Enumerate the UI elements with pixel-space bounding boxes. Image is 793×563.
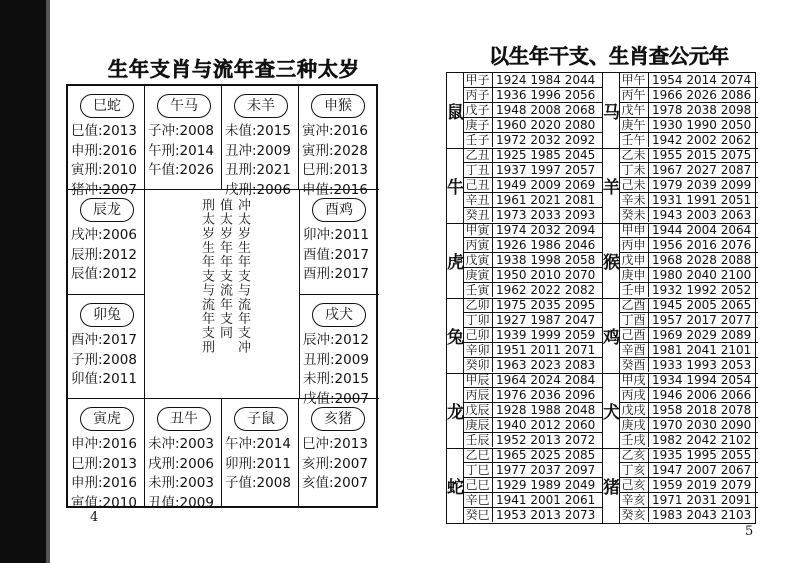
table-row (619, 133, 758, 148)
years-cell: 1953 2013 2073 (496, 508, 596, 522)
taisui-entry: 未冲:2003 (148, 436, 214, 452)
taisui-entry: 申值:2016 (302, 181, 368, 198)
years-cell: 1928 1988 2048 (496, 403, 596, 417)
zodiac-cell (68, 398, 145, 511)
table-row (463, 223, 602, 238)
ganzhi-cell: 庚申 (619, 268, 649, 282)
zodiac-badge: 子鼠 (234, 407, 288, 431)
taisui-entry: 午值:2026 (148, 162, 214, 178)
ganzhi-cell: 壬申 (619, 283, 649, 297)
years-cell: 1982 2042 2102 (652, 433, 752, 447)
years-cell: 1952 2013 2072 (496, 433, 596, 447)
zodiac-badge: 午马 (157, 94, 211, 118)
zodiac-badge: 巳蛇 (80, 94, 134, 118)
years-cell: 1925 1985 2045 (496, 148, 596, 162)
ganzhi-cell: 庚子 (463, 118, 493, 132)
left-page-number: 4 (90, 510, 99, 525)
taisui-entry: 子值:2008 (225, 475, 291, 491)
table-row (619, 118, 758, 133)
table-row (463, 253, 602, 268)
taisui-entry: 子刑:2008 (71, 351, 137, 368)
ganzhi-cell: 己酉 (619, 328, 649, 342)
table-row (619, 493, 758, 508)
ganzhi-cell: 丁酉 (619, 313, 649, 327)
zodiac-animal-label: 牛 (447, 178, 464, 198)
left-page-title: 生年支肖与流年查三种太岁 (108, 57, 360, 81)
ganzhi-cell: 丙申 (619, 238, 649, 252)
zodiac-cell (222, 86, 299, 198)
ganzhi-cell: 丙午 (619, 88, 649, 102)
ganzhi-cell: 丁亥 (619, 463, 649, 477)
years-cell: 1980 2040 2100 (652, 268, 752, 282)
ganzhi-cell: 庚戌 (619, 418, 649, 432)
zodiac-animal-label: 鸡 (603, 328, 620, 348)
zodiac-cell (68, 294, 145, 398)
ganzhi-cell: 丁未 (619, 163, 649, 177)
zodiac-animal-label: 蛇 (447, 478, 464, 498)
years-cell: 1926 1986 2046 (496, 238, 596, 252)
table-right-half (602, 73, 758, 523)
table-row (463, 148, 602, 163)
taisui-entry: 亥值:2007 (302, 475, 368, 491)
years-cell: 1955 2015 2075 (652, 148, 752, 162)
ganzhi-cell: 壬子 (463, 133, 493, 147)
ganzhi-cell: 辛酉 (619, 343, 649, 357)
center-legend (192, 198, 256, 394)
table-row (619, 388, 758, 403)
zodiac-cell (299, 398, 379, 506)
years-cell: 1967 2027 2087 (652, 163, 752, 177)
zodiac-cell (222, 398, 299, 506)
table-left-half (447, 73, 602, 523)
table-row (619, 403, 758, 418)
table-row (463, 313, 602, 328)
zodiac-cell (299, 86, 379, 198)
taisui-entry: 卯冲:2011 (303, 227, 369, 243)
zodiac-badge: 辰龙 (80, 198, 134, 222)
ganzhi-cell: 戊戌 (619, 403, 649, 417)
years-cell: 1978 2038 2098 (652, 103, 752, 117)
taisui-entry: 丑刑:2021 (225, 162, 291, 178)
table-row (619, 328, 758, 343)
ganzhi-cell: 壬戌 (619, 433, 649, 447)
taisui-entry: 丑值:2009 (148, 494, 214, 511)
years-cell: 1975 2035 2095 (496, 298, 596, 312)
taisui-entry: 未刑:2003 (148, 475, 214, 491)
table-row (463, 373, 602, 388)
taisui-entry: 辰冲:2012 (303, 332, 369, 348)
legend-column: 值太岁年年支流年支同 (217, 198, 232, 340)
table-row (463, 268, 602, 283)
zodiac-animal-label: 鼠 (447, 103, 464, 123)
table-row (463, 358, 602, 373)
table-row (619, 268, 758, 283)
table-row (463, 208, 602, 223)
table-row (619, 148, 758, 163)
ganzhi-cell: 丙辰 (463, 388, 493, 402)
ganzhi-cell: 庚午 (619, 118, 649, 132)
table-row (463, 433, 602, 448)
ganzhi-cell: 乙未 (619, 148, 649, 162)
table-row (619, 358, 758, 373)
zodiac-badge: 卯兔 (80, 303, 134, 327)
years-cell: 1927 1987 2047 (496, 313, 596, 327)
ganzhi-cell: 甲申 (619, 223, 649, 237)
taisui-entry: 亥刑:2007 (302, 455, 368, 472)
ganzhi-cell: 戊寅 (463, 253, 493, 267)
ganzhi-cell: 戊申 (619, 253, 649, 267)
zodiac-animal-label: 猴 (603, 253, 620, 273)
zodiac-cell (299, 294, 379, 407)
years-cell: 1972 2032 2092 (496, 133, 596, 147)
years-cell: 1964 2024 2084 (496, 373, 596, 387)
table-row (619, 208, 758, 223)
ganzhi-cell: 甲子 (463, 73, 493, 87)
table-row (619, 73, 758, 88)
table-row (619, 253, 758, 268)
ganzhi-cell: 戊辰 (463, 403, 493, 417)
years-cell: 1957 2017 2077 (652, 313, 752, 327)
ganzhi-cell: 丙子 (463, 88, 493, 102)
ganzhi-cell: 乙丑 (463, 148, 493, 162)
legend-column: 冲太岁生年支与流年支冲 (235, 198, 250, 355)
years-cell: 1943 2003 2063 (652, 208, 752, 222)
table-row (463, 418, 602, 433)
ganzhi-cell: 己巳 (463, 478, 493, 492)
years-cell: 1936 1996 2056 (496, 88, 596, 102)
table-row (619, 283, 758, 298)
taisui-entry: 丑冲:2009 (225, 142, 291, 159)
years-cell: 1944 2004 2064 (652, 223, 752, 237)
taisui-entry: 寅值:2010 (71, 494, 137, 511)
years-cell: 1940 2012 2060 (496, 418, 596, 432)
table-row (463, 343, 602, 358)
zodiac-animal-label: 龙 (447, 403, 464, 423)
zodiac-animal-label: 猪 (603, 478, 620, 498)
ganzhi-cell: 壬午 (619, 133, 649, 147)
ganzhi-cell: 辛卯 (463, 343, 493, 357)
ganzhi-cell: 辛丑 (463, 193, 493, 207)
years-cell: 1977 2037 2097 (496, 463, 596, 477)
years-cell: 1969 2029 2089 (652, 328, 752, 342)
ganzhi-cell: 辛未 (619, 193, 649, 207)
zodiac-badge: 酉鸡 (312, 198, 366, 222)
table-row (619, 88, 758, 103)
ganzhi-cell: 乙亥 (619, 448, 649, 462)
table-row (463, 493, 602, 508)
ganzhi-cell: 甲辰 (463, 373, 493, 387)
table-row (619, 463, 758, 478)
zodiac-animal-label: 羊 (603, 178, 620, 198)
table-row (463, 118, 602, 133)
years-cell: 1947 2007 2067 (652, 463, 752, 477)
table-row (463, 103, 602, 118)
table-row (619, 223, 758, 238)
table-row (619, 508, 758, 523)
table-row (463, 178, 602, 193)
table-row (619, 478, 758, 493)
taisui-entry: 辰值:2012 (71, 266, 137, 282)
table-row (619, 343, 758, 358)
taisui-entry: 申刑:2016 (71, 142, 137, 159)
table-row (619, 238, 758, 253)
table-row (619, 448, 758, 463)
table-row (463, 133, 602, 148)
taisui-entry: 酉冲:2017 (71, 332, 137, 348)
table-row (619, 373, 758, 388)
ganzhi-cell: 癸酉 (619, 358, 649, 372)
ganzhi-cell: 戊午 (619, 103, 649, 117)
years-cell: 1954 2014 2074 (652, 73, 752, 87)
ganzhi-cell: 丙戌 (619, 388, 649, 402)
taisui-entry: 申刑:2016 (71, 475, 137, 491)
ganzhi-cell: 癸卯 (463, 358, 493, 372)
table-row (463, 283, 602, 298)
taisui-entry: 未值:2015 (225, 123, 291, 139)
ganzhi-cell: 甲午 (619, 73, 649, 87)
table-row (619, 178, 758, 193)
right-page-number: 5 (745, 524, 754, 539)
taisui-entry: 卯刑:2011 (225, 455, 291, 472)
table-row (463, 298, 602, 313)
table-row (463, 193, 602, 208)
taisui-entry: 巳冲:2013 (302, 436, 368, 452)
years-cell: 1960 2020 2080 (496, 118, 596, 132)
taisui-entry: 申冲:2016 (71, 436, 137, 452)
ganzhi-cell: 乙巳 (463, 448, 493, 462)
taisui-grid (66, 84, 378, 511)
taisui-entry: 寅刑:2010 (71, 162, 137, 178)
taisui-entry: 戌刑:2006 (225, 181, 291, 198)
years-cell: 1966 2026 2086 (652, 88, 752, 102)
zodiac-badge: 寅虎 (80, 407, 134, 431)
ganzhi-cell: 乙酉 (619, 298, 649, 312)
table-row (463, 388, 602, 403)
ganzhi-cell: 庚辰 (463, 418, 493, 432)
ganzhi-cell: 辛巳 (463, 493, 493, 507)
table-row (619, 313, 758, 328)
years-cell: 1946 2006 2066 (652, 388, 752, 402)
years-cell: 1949 2009 2069 (496, 178, 596, 192)
ganzhi-cell: 甲戌 (619, 373, 649, 387)
ganzhi-cell: 己丑 (463, 178, 493, 192)
table-row (619, 193, 758, 208)
zodiac-badge: 戌犬 (312, 303, 366, 327)
table-row (619, 103, 758, 118)
years-cell: 1932 1992 2052 (652, 283, 752, 297)
years-cell: 1963 2023 2083 (496, 358, 596, 372)
table-row (463, 508, 602, 523)
zodiac-badge: 申猴 (311, 94, 365, 118)
table-row (463, 328, 602, 343)
legend-column: 刑太岁生年支与流年支刑 (199, 198, 214, 355)
year-lookup-table (446, 72, 756, 524)
book-spine (0, 0, 46, 563)
years-cell: 1956 2016 2076 (652, 238, 752, 252)
years-cell: 1931 1991 2051 (652, 193, 752, 207)
years-cell: 1929 1989 2049 (496, 478, 596, 492)
ganzhi-cell: 癸未 (619, 208, 649, 222)
taisui-entry: 巳刑:2013 (71, 455, 137, 472)
taisui-entry: 酉刑:2017 (303, 266, 369, 282)
years-cell: 1968 2028 2088 (652, 253, 752, 267)
years-cell: 1951 2011 2071 (496, 343, 596, 357)
table-row (463, 448, 602, 463)
ganzhi-cell: 丙寅 (463, 238, 493, 252)
years-cell: 1948 2008 2068 (496, 103, 596, 117)
years-cell: 1941 2001 2061 (496, 493, 596, 507)
taisui-entry: 丑刑:2009 (303, 351, 369, 368)
ganzhi-cell: 癸亥 (619, 508, 649, 522)
taisui-entry: 寅冲:2016 (302, 123, 368, 139)
years-cell: 1976 2036 2096 (496, 388, 596, 402)
taisui-entry: 未刑:2015 (303, 371, 369, 387)
years-cell: 1942 2002 2062 (652, 133, 752, 147)
zodiac-cell (145, 398, 222, 511)
zodiac-cell (68, 86, 145, 198)
taisui-entry: 戌值:2007 (303, 390, 369, 407)
years-cell: 1965 2025 2085 (496, 448, 596, 462)
ganzhi-cell: 壬寅 (463, 283, 493, 297)
zodiac-cell (299, 190, 379, 294)
ganzhi-cell: 己亥 (619, 478, 649, 492)
taisui-entry: 午刑:2014 (148, 142, 214, 159)
zodiac-cell (68, 190, 145, 294)
taisui-entry: 辰刑:2012 (71, 246, 137, 263)
zodiac-badge: 亥猪 (311, 407, 365, 431)
zodiac-animal-label: 虎 (447, 253, 464, 273)
spine-edge (46, 0, 50, 563)
taisui-entry: 午冲:2014 (225, 436, 291, 452)
table-row (463, 73, 602, 88)
ganzhi-cell: 甲寅 (463, 223, 493, 237)
years-cell: 1950 2010 2070 (496, 268, 596, 282)
years-cell: 1924 1984 2044 (496, 73, 596, 87)
ganzhi-cell: 丁卯 (463, 313, 493, 327)
taisui-entry: 酉值:2017 (303, 246, 369, 263)
years-cell: 1981 2041 2101 (652, 343, 752, 357)
table-row (463, 88, 602, 103)
table-row (619, 163, 758, 178)
table-row (463, 238, 602, 253)
taisui-entry: 巳刑:2013 (302, 162, 368, 178)
taisui-entry: 卯值:2011 (71, 371, 137, 387)
ganzhi-cell: 丁巳 (463, 463, 493, 477)
ganzhi-cell: 丁丑 (463, 163, 493, 177)
years-cell: 1974 2032 2094 (496, 223, 596, 237)
zodiac-cell (145, 86, 222, 190)
ganzhi-cell: 戊子 (463, 103, 493, 117)
taisui-entry: 子冲:2008 (148, 123, 214, 139)
table-row (463, 163, 602, 178)
years-cell: 1959 2019 2079 (652, 478, 752, 492)
zodiac-animal-label: 犬 (603, 403, 620, 423)
years-cell: 1935 1995 2055 (652, 448, 752, 462)
table-row (619, 418, 758, 433)
taisui-entry: 寅刑:2028 (302, 142, 368, 159)
table-row (463, 463, 602, 478)
taisui-entry: 猪冲:2007 (71, 181, 137, 198)
years-cell: 1933 1993 2053 (652, 358, 752, 372)
ganzhi-cell: 庚寅 (463, 268, 493, 282)
right-page-title: 以生年干支、生肖查公元年 (489, 44, 729, 68)
years-cell: 1961 2021 2081 (496, 193, 596, 207)
years-cell: 1937 1997 2057 (496, 163, 596, 177)
ganzhi-cell: 辛亥 (619, 493, 649, 507)
table-row (463, 478, 602, 493)
years-cell: 1958 2018 2078 (652, 403, 752, 417)
ganzhi-cell: 壬辰 (463, 433, 493, 447)
years-cell: 1973 2033 2093 (496, 208, 596, 222)
zodiac-badge: 丑牛 (157, 407, 211, 431)
years-cell: 1970 2030 2090 (652, 418, 752, 432)
taisui-entry: 巳值:2013 (71, 123, 137, 139)
zodiac-badge: 未羊 (234, 94, 288, 118)
years-cell: 1934 1994 2054 (652, 373, 752, 387)
table-row (463, 403, 602, 418)
ganzhi-cell: 癸丑 (463, 208, 493, 222)
zodiac-animal-label: 兔 (447, 328, 464, 348)
years-cell: 1945 2005 2065 (652, 298, 752, 312)
ganzhi-cell: 己未 (619, 178, 649, 192)
table-row (619, 433, 758, 448)
taisui-entry: 戌刑:2006 (148, 455, 214, 472)
ganzhi-cell: 癸巳 (463, 508, 493, 522)
years-cell: 1938 1998 2058 (496, 253, 596, 267)
zodiac-animal-label: 马 (603, 103, 620, 123)
ganzhi-cell: 乙卯 (463, 298, 493, 312)
years-cell: 1939 1999 2059 (496, 328, 596, 342)
years-cell: 1979 2039 2099 (652, 178, 752, 192)
table-row (619, 298, 758, 313)
years-cell: 1983 2043 2103 (652, 508, 752, 522)
taisui-entry: 戌冲:2006 (71, 227, 137, 243)
ganzhi-cell: 己卯 (463, 328, 493, 342)
years-cell: 1962 2022 2082 (496, 283, 596, 297)
years-cell: 1971 2031 2091 (652, 493, 752, 507)
years-cell: 1930 1990 2050 (652, 118, 752, 132)
